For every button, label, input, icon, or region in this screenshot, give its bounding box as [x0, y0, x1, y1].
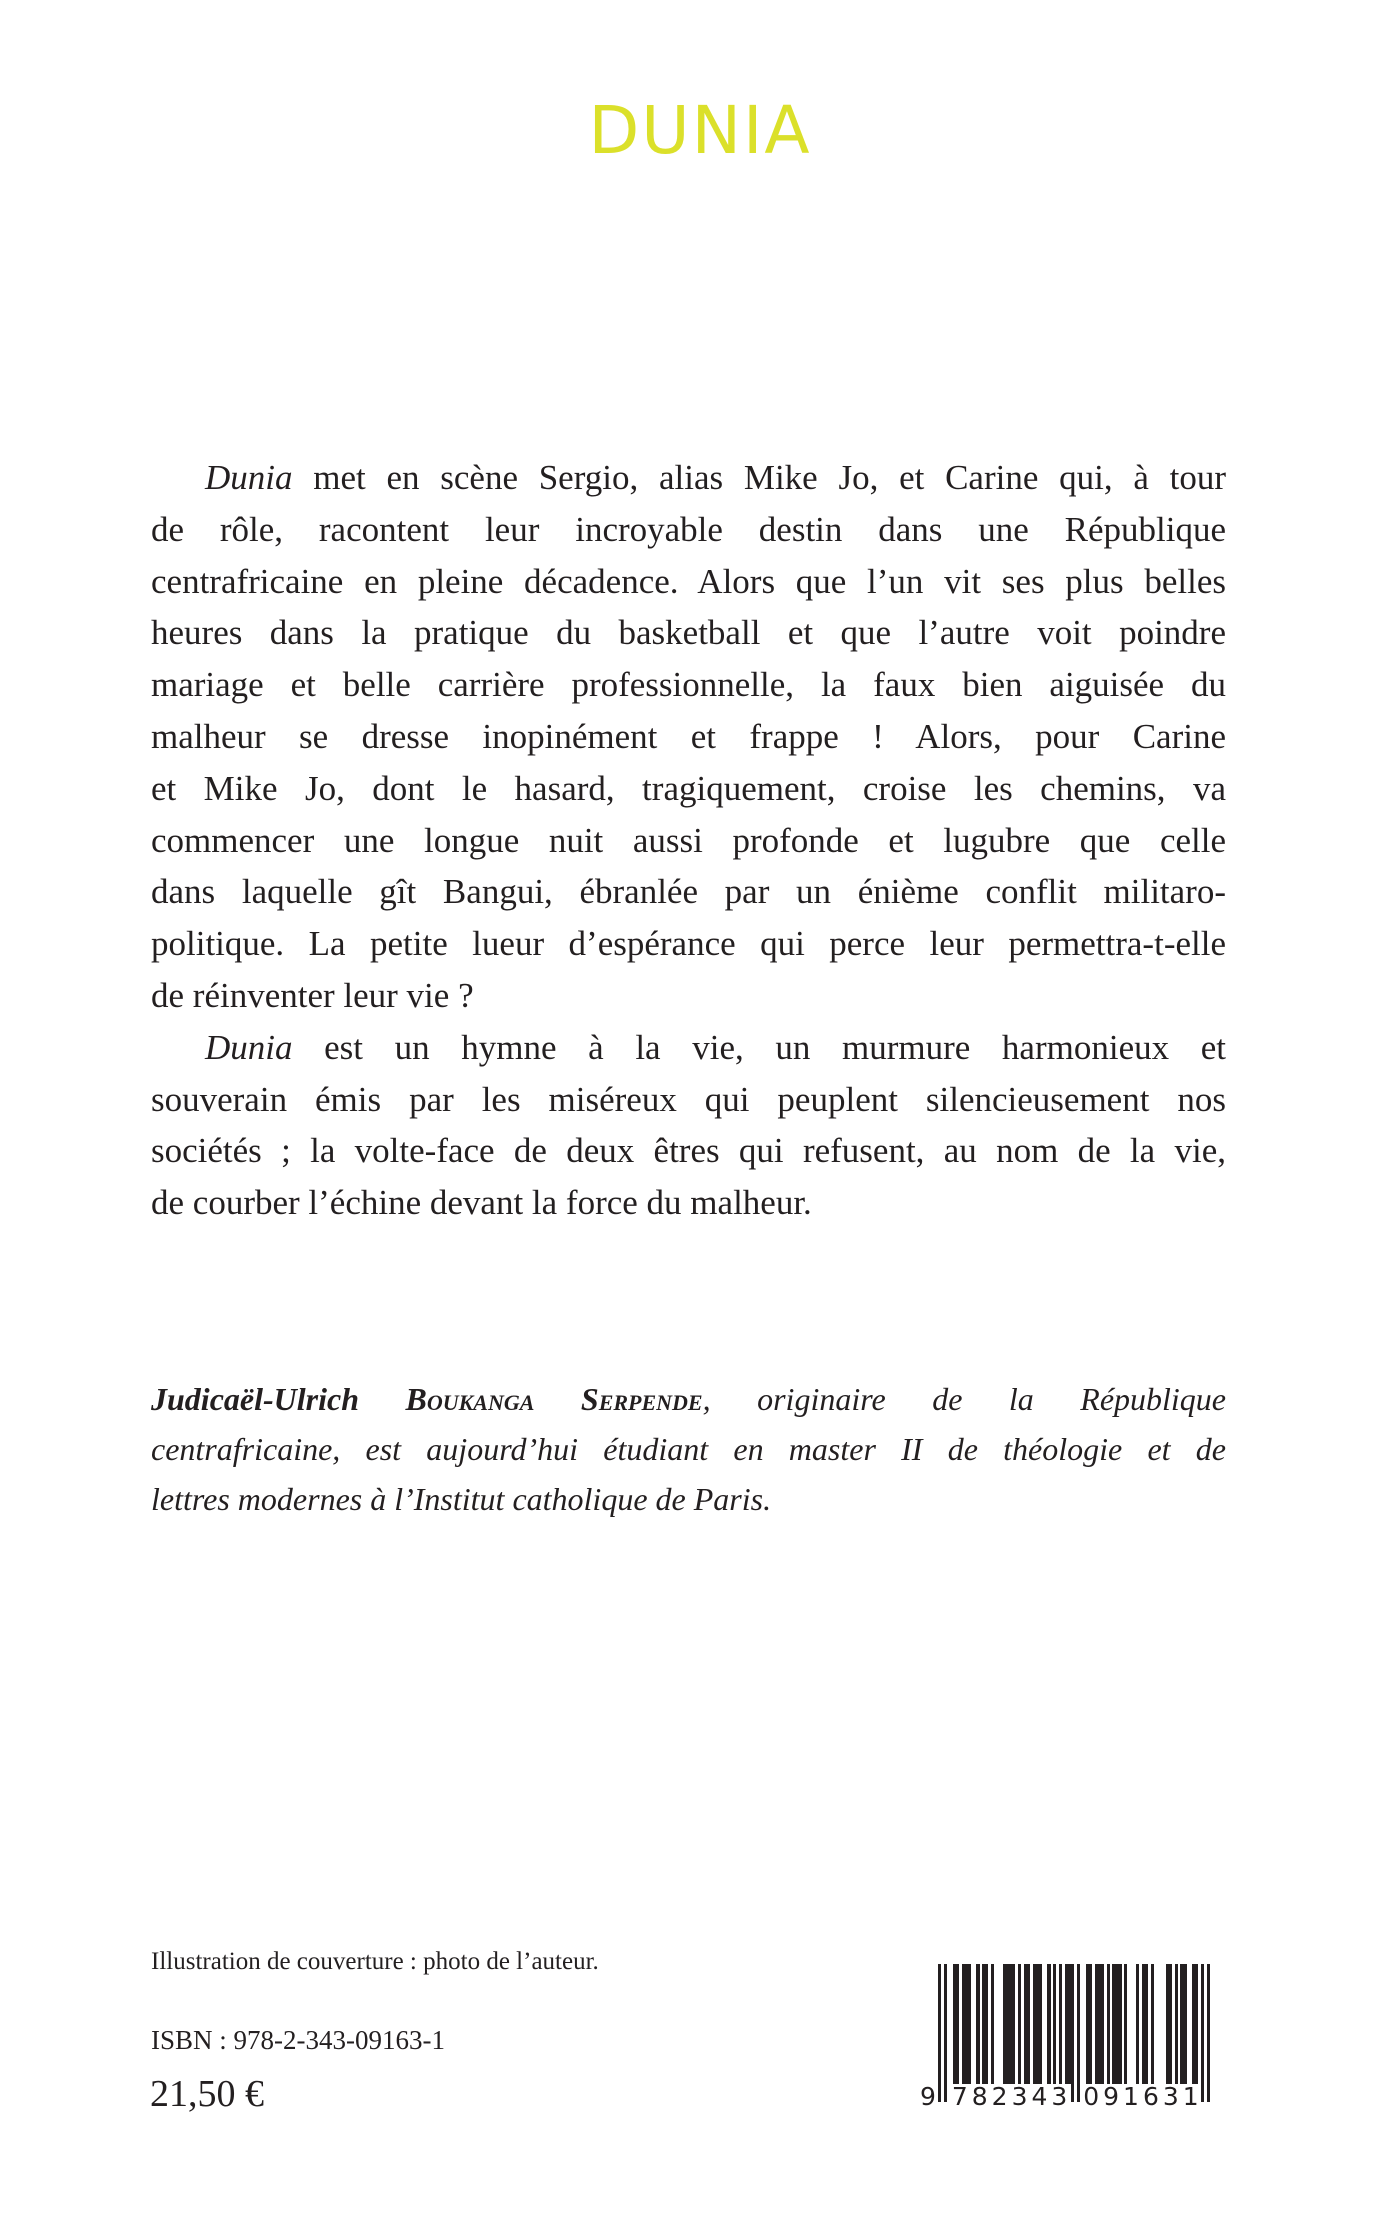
barcode-bar: [1195, 1964, 1198, 2084]
barcode-bar: [1053, 1964, 1056, 2084]
barcode-bars: [938, 1964, 1210, 2084]
isbn: ISBN : 978-2-343-09163-1: [151, 2025, 445, 2055]
barcode-left-group: 782343: [951, 2082, 1072, 2111]
blurb-line: centrafricaine en pleine décadence. Alors que l’un vit ses plus belles: [151, 561, 1226, 601]
barcode-bar: [1145, 1964, 1148, 2084]
barcode-bar: [976, 1964, 979, 2084]
title-italic: Dunia: [205, 458, 293, 497]
barcode-bar: [985, 1964, 988, 2084]
blurb-line: politique. La petite lueur d’espérance qui perce leur permettra-t-elle: [151, 924, 1226, 964]
author-bio-line: lettres modernes à l’Institut catholique de Paris.: [151, 1481, 772, 1517]
barcode-bar: [1107, 1964, 1110, 2084]
barcode-bar: [1169, 1964, 1172, 2084]
barcode-bar: [1012, 1964, 1015, 2084]
barcode-bar: [1207, 1964, 1210, 2102]
blurb-line: sociétés ; la volte-face de deux êtres qui refusent, au nom de la vie,: [151, 1131, 1226, 1171]
author-bio-line: , originaire de la République: [702, 1381, 1227, 1417]
blurb-line: Dunia met en scène Sergio, alias Mike Jo, et Carine qui, à tour: [205, 458, 1226, 497]
barcode-right-group: 091631: [1083, 2082, 1203, 2111]
barcode-bar: [1136, 1964, 1139, 2084]
barcode: [920, 1964, 1210, 2124]
illustration-credit: Illustration de couverture : photo de l’auteur.: [151, 1948, 599, 1975]
barcode-bar: [1175, 1964, 1178, 2084]
barcode-bar: [1027, 1964, 1030, 2084]
barcode-bar: [1039, 1964, 1042, 2084]
barcode-bar: [1047, 1964, 1050, 2084]
barcode-bar: [1089, 1964, 1092, 2084]
barcode-bar: [1151, 1964, 1154, 2084]
blurb-line: commencer une longue nuit aussi profonde et lugubre que celle: [151, 820, 1226, 860]
author-last-name: Boukanga Serpende: [405, 1381, 703, 1417]
barcode-bar: [1018, 1964, 1021, 2084]
blurb-line: mariage et belle carrière professionnelle, la faux bien aiguisée du: [151, 665, 1226, 705]
blurb: [151, 452, 1226, 1229]
barcode-bar: [1183, 1964, 1186, 2084]
author-first-name: Judicaël-Ulrich: [151, 1381, 406, 1417]
barcode-bar: [991, 1964, 994, 2084]
blurb-line: souverain émis par les miséreux qui peuplent silencieusement nos: [151, 1079, 1226, 1119]
barcode-digits: [920, 2082, 1203, 2111]
barcode-bar: [1118, 1964, 1121, 2084]
author-bio-line: centrafricaine, est aujourd’hui étudiant en master II de théologie et de: [151, 1431, 1226, 1467]
title-italic: Dunia: [205, 1027, 293, 1067]
blurb-line: heures dans la pratique du basketball et que l’autre voit poindre: [151, 613, 1226, 653]
price: 21,50 €: [150, 2073, 264, 2115]
barcode-bar: [1059, 1964, 1062, 2084]
barcode-first-digit: 9: [920, 2082, 940, 2111]
barcode-bar: [968, 1964, 971, 2084]
barcode-bar: [1101, 1964, 1104, 2084]
barcode-bar: [956, 1964, 959, 2084]
blurb-line: malheur se dresse inopinément et frappe ! Alors, pour Carine: [151, 716, 1226, 756]
blurb-line: de courber l’échine devant la force du malheur.: [151, 1183, 812, 1223]
barcode-bar: [1124, 1964, 1127, 2084]
blurb-line: Dunia est un hymne à la vie, un murmure harmonieux et: [205, 1027, 1226, 1067]
author-bio: [151, 1374, 1226, 1524]
book-title: DUNIA: [588, 92, 812, 169]
blurb-line: et Mike Jo, dont le hasard, tragiquement, croise les chemins, va: [151, 768, 1226, 808]
blurb-line: de rôle, racontent leur incroyable destin dans une République: [151, 509, 1226, 549]
blurb-line: dans laquelle gît Bangui, ébranlée par un énième conflit militaro-: [151, 872, 1226, 912]
blurb-line: de réinventer leur vie ?: [151, 975, 474, 1015]
